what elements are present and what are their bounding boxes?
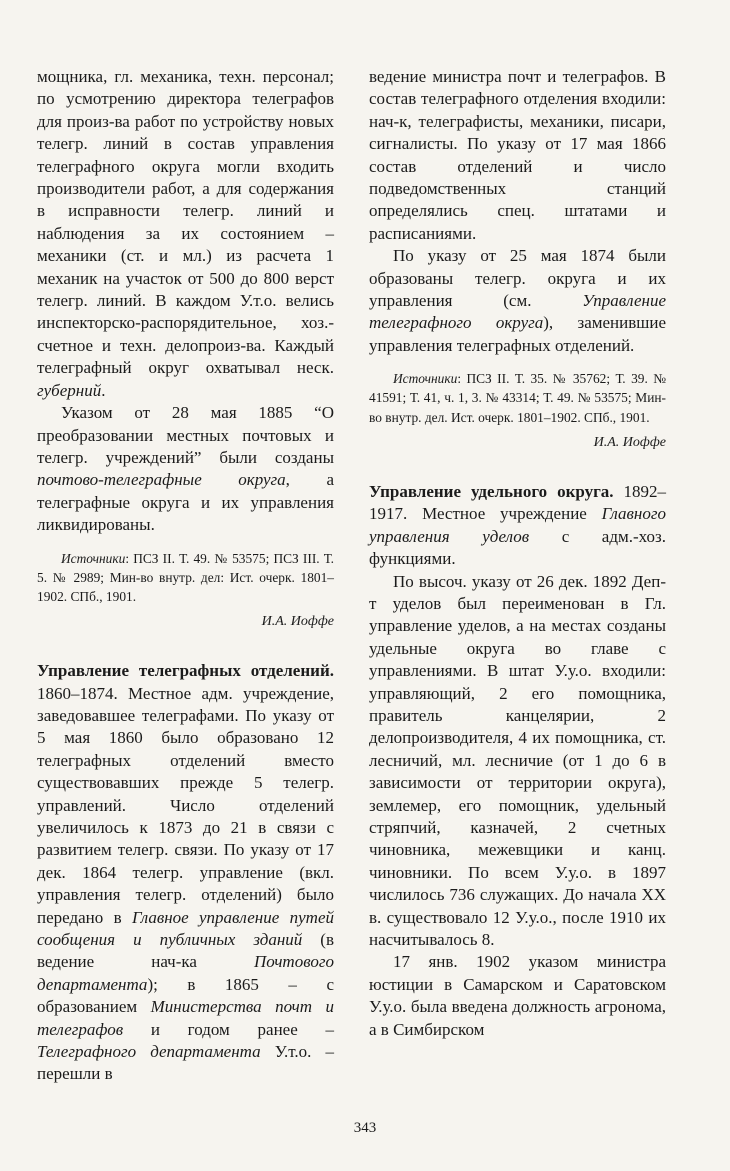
paragraph: 17 янв. 1902 указом министра юстиции в Самарском и Саратовском У.у.о. была введена должность агронома, а в Симбирском <box>369 952 666 1039</box>
page-number: 343 <box>353 1120 377 1136</box>
entry-title: Управление телеграфных отделений. <box>37 661 334 681</box>
sources: Источники: ПСЗ II. Т. 49. № 53575; ПСЗ III. Т. 5. № 2989; Мин-во внутр. дел: Ист. очерк. 1801–1902. СПб., 1901. <box>37 550 334 604</box>
paragraph: По высоч. указу от 26 дек. 1892 Деп-т уделов был переименован в Гл. управление уделов, а на местах созданы удельные округа во главе с управлениями. В штат У.у.о. входили: управляющий, 2 его помощника, правитель канцелярии, 2 делопроизводителя, 4 их помощника, ст. лесничий, мл. лесничие (от 1 до 6 в зависимости от территории округа), землемер, его помощник, удельный стряпчий, казначей, 2 счетных чиновника, межевщики и канц. чиновники. По всем У.у.о. в 1897 числилось 736 служащих. До начала XX в. существовало 12 У.у.о., после 1910 их насчитывалось 8. <box>369 571 666 950</box>
entry-title: Управление удельного округа. <box>369 481 614 501</box>
entry-telegraph-departments: Управление телеграфных отделений. 1860–1874. Местное адм. учреждение, заведовавшее телеграфами. По указу от 5 мая 1860 было образовано 12 телеграфных отделений вместо существовавших прежде 5 телегр. управлений. Число отделений увеличилось к 1873 до 21 в связи с развитием телегр. связи. По указу от 17 дек. 1864 телегр. управление (вкл. управления телегр. отделений) было передано в Главное управление путей сообщения и публичных зданий (в ведение нач-ка Почтового департамента); в 1865 – с образованием Министерства почт и телеграфов и годом ранее – Телеграфного департамента У.т.о. – перешли в <box>37 661 334 1084</box>
entry-appanage-district: Управление удельного округа. 1892–1917. Местное учреждение Главного управления уделов с адм.-хоз. функциями. <box>369 481 666 569</box>
author-signature: И.А. Иоффе <box>261 614 334 630</box>
right-column <box>369 66 666 1041</box>
paragraph: мощника, гл. механика, техн. персонал; по усмотрению директора телеграфов для произ-ва работ по устройству новых телегр. линий в состав управления телеграфного округа могли входить производители работ, а для содержания в исправности телегр. линий и наблюдения за их состоянием – механики (ст. и мл.) из расчета 1 механик на участок от 500 до 800 верст телегр. линий. В каждом У.т.о. велись инспекторско-распорядительное, хоз.-счетное и техн. делопроиз-ва. Каждый телеграфный округ охватывал неск. губерний. <box>37 67 334 400</box>
paragraph: По указу от 25 мая 1874 были образованы телегр. округа и их управления (см. Управление телеграфного округа), заменившие управления телеграфных отделений. <box>369 246 666 355</box>
sources: Источники: ПСЗ II. Т. 35. № 35762; Т. 39. № 41591; Т. 41, ч. 1, 3. № 43314; Т. 49. № 53575; Мин-во внутр. дел. Ист. очерк. 1801–1902. СПб., 1901. <box>369 371 666 425</box>
author-signature: И.А. Иоффе <box>593 434 666 450</box>
paragraph: Указом от 28 мая 1885 “О преобразовании местных почтовых и телегр. учреждений” были созданы почтово-телеграфные округа, а телеграфные округа и их управления ликвидированы. <box>37 403 334 535</box>
left-column <box>37 66 334 1086</box>
paragraph: ведение министра почт и телеграфов. В состав телеграфного отделения входили: нач-к, телеграфисты, механики, писари, сигналисты. По указу от 17 мая 1866 состав отделений и число подведомственных станций определялись спец. штатами и расписаниями. <box>369 67 666 243</box>
